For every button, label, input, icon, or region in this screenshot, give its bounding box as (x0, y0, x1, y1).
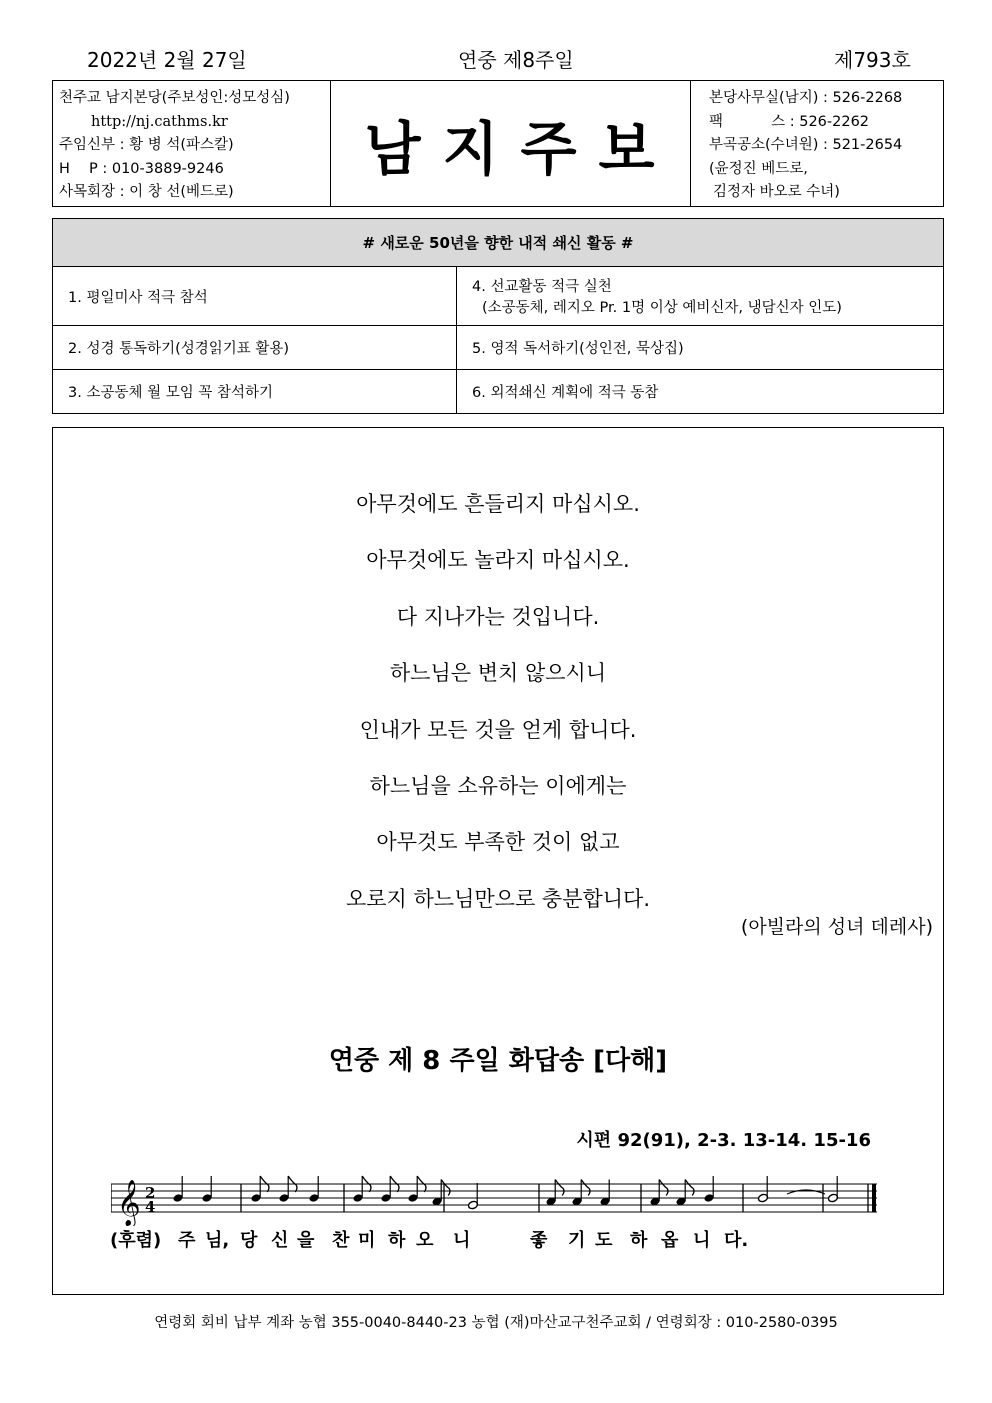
poem-line: 아무것도 부족한 것이 없고 (376, 830, 620, 855)
lyric-syllable: 니 (453, 1230, 471, 1251)
convent-phone: 부곡공소(수녀원) : 521-2654 (709, 137, 903, 153)
issue-number: 제793호 (834, 48, 911, 72)
priest-phone: H P : 010-3889-9246 (59, 160, 224, 177)
poem-line: 아무것에도 흔들리지 마십시오. (356, 492, 640, 516)
footer-account-info: 연령회 회비 납부 계좌 농협 355-0040-8440-23 농협 (재)마산교구천주교회 / 연령회장 : 010-2580-0395 (154, 1315, 838, 1331)
note-flag (441, 1180, 450, 1196)
lyric-syllable: 신 (271, 1230, 289, 1251)
masthead (52, 80, 944, 207)
lyric-syllable: 을 (297, 1230, 315, 1251)
lyric-syllable: (후렴) (110, 1230, 162, 1251)
activity-subtext: (소공동체, 레지오 Pr. 1명 이상 예비신자, 냉담신자 인도) (482, 300, 842, 316)
lyric-syllable: 당 (240, 1230, 258, 1251)
activity-cell: 6. 외적쇄신 계획에 적극 동참 (457, 370, 944, 414)
music-staff (111, 1172, 881, 1226)
lyric-syllable: 하 (388, 1230, 406, 1251)
renewal-activities-table (52, 218, 944, 414)
note-flag (581, 1180, 590, 1196)
activities-heading: # 새로운 50년을 향한 내적 쇄신 활동 # (53, 219, 944, 267)
lyric-syllable: 옵 (661, 1230, 679, 1251)
lyric-syllable: 찬 (332, 1230, 350, 1251)
table-row (53, 326, 944, 370)
office-phone: 본당사무실(남지) : 526-2268 (709, 90, 903, 106)
table-row (53, 370, 944, 414)
activity-cell: 5. 영적 독서하기(성인전, 묵상집) (457, 326, 944, 370)
parish-info (53, 81, 331, 206)
lyric-syllable: 기 (568, 1230, 586, 1251)
lyric-syllable: 미 (358, 1230, 376, 1251)
lyric-syllable: 하 (630, 1230, 648, 1251)
church-name: 천주교 남지본당(주보성인:성모성심) (59, 90, 290, 106)
lyric-syllable: 다. (724, 1230, 749, 1251)
lyric-syllable: 오 (416, 1230, 434, 1251)
psalm-reference: 시편 92(91), 2-3. 13-14. 15-16 (576, 1130, 871, 1151)
activity-text: 4. 선교활동 적극 실천 (472, 279, 612, 295)
bulletin-title: 남지주보 (364, 114, 677, 183)
poem-attribution: (아빌라의 성녀 데레사) (740, 916, 933, 938)
lyric-syllable: 주 (178, 1230, 196, 1251)
psalm-lyrics (110, 1226, 910, 1250)
priest-name: 주임신부 : 황 병 석(파스칼) (59, 137, 234, 153)
poem-line: 하느님을 소유하는 이에게는 (369, 773, 627, 798)
poem-line: 하느님은 변치 않으시니 (389, 661, 607, 686)
psalm-song-title: 연중 제 8 주일 화답송 [다해] (328, 1046, 668, 1076)
contact-info (691, 81, 945, 206)
final-barline (872, 1184, 876, 1212)
poem-line: 오로지 하느님만으로 충분합니다. (345, 886, 651, 911)
time-signature-top: 2 (145, 1184, 156, 1202)
poem-line: 인내가 모든 것을 얻게 합니다. (359, 717, 637, 742)
activity-cell: 1. 평일미사 적극 참석 (53, 267, 457, 326)
note-flag (555, 1180, 564, 1196)
treble-clef-icon: 𝄞 (117, 1180, 141, 1226)
sister-names-1: (윤정진 베드로, (709, 160, 808, 177)
activity-cell (457, 267, 944, 326)
parish-url[interactable]: http://nj.cathms.kr (91, 113, 228, 130)
main-content-box (52, 427, 944, 1295)
fax-number: 팩 스 : 526-2262 (709, 113, 870, 130)
lyric-syllable: 좋 (530, 1230, 548, 1251)
top-line (0, 44, 992, 74)
poem (53, 484, 943, 935)
activity-cell: 3. 소공동체 월 모임 꼭 참석하기 (53, 370, 457, 414)
bulletin-title-box (331, 81, 691, 206)
poem-line: 아무것에도 놀라지 마십시오. (366, 548, 630, 573)
poem-line: 다 지나가는 것입니다. (396, 604, 600, 629)
table-row (53, 267, 944, 326)
time-signature-bottom: 4 (145, 1198, 156, 1216)
lyric-syllable: 니 (693, 1230, 711, 1251)
council-chair: 사목회장 : 이 창 선(베드로) (59, 184, 234, 200)
liturgical-week: 연중 제8주일 (458, 48, 574, 72)
activity-cell: 2. 성경 통독하기(성경읽기표 활용) (53, 326, 457, 370)
note-flag (685, 1180, 694, 1196)
lyric-syllable: 도 (595, 1230, 613, 1251)
note-flag (659, 1180, 668, 1196)
lyric-syllable: 님, (205, 1230, 230, 1251)
issue-date: 2022년 2월 27일 (87, 48, 247, 72)
sister-names-2: 김정자 바오로 수녀) (713, 184, 840, 200)
